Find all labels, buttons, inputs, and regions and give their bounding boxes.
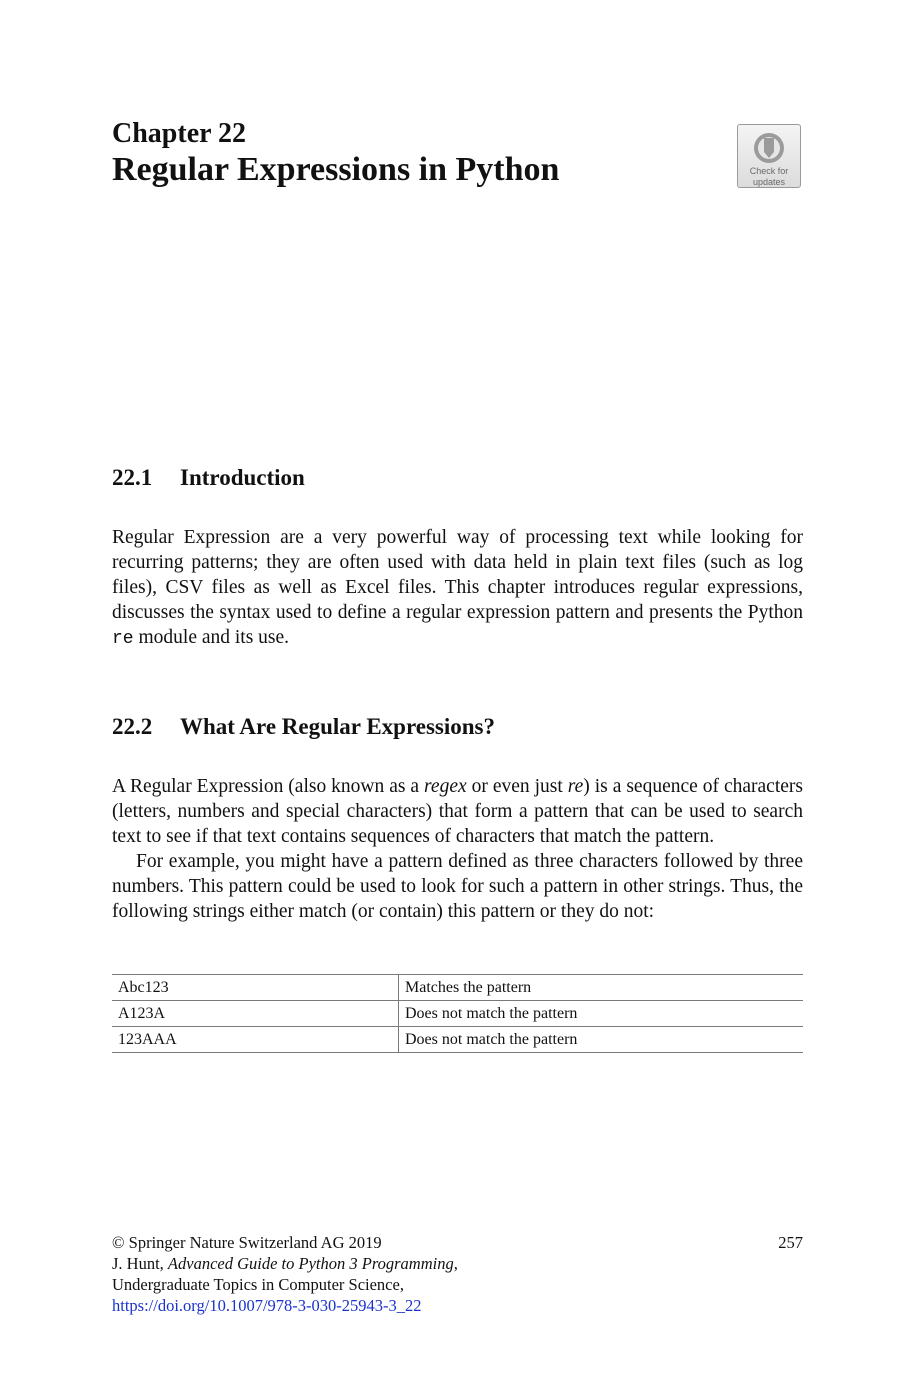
- intro-text-2: module and its use.: [133, 627, 290, 648]
- section-heading-introduction: [112, 464, 305, 492]
- chapter-label: Chapter 22: [112, 118, 247, 149]
- badge-text-line2: updates: [752, 177, 786, 187]
- section-title: Introduction: [180, 465, 305, 490]
- punct: ,: [453, 1254, 458, 1273]
- table-row: [112, 1027, 803, 1053]
- table-cell-string: 123AAA: [112, 1027, 399, 1053]
- table-cell-result: Does not match the pattern: [399, 1001, 804, 1027]
- term-regex: regex: [424, 776, 467, 797]
- table-row: [112, 975, 803, 1001]
- term-re: re: [567, 776, 584, 797]
- chapter-title: Regular Expressions in Python: [112, 151, 560, 188]
- text-run: or even just: [466, 776, 568, 797]
- introduction-paragraph: [112, 525, 803, 652]
- section-number: 22.1: [112, 465, 153, 490]
- text-run: ) is a sequence of characters (letters, numbers and special characters) that form a pattern that can be used to search text to see if that text contains sequences of characters that match the pattern.: [112, 776, 803, 847]
- table-row: [112, 1001, 803, 1027]
- section-number: 22.2: [112, 714, 153, 739]
- table-cell-string: A123A: [112, 1001, 399, 1027]
- badge-text-line1: Check for: [749, 166, 789, 176]
- regex-definition-paragraphs: [112, 774, 803, 924]
- paragraph-definition: [112, 774, 803, 849]
- text-run: A Regular Expression (also known as a: [112, 776, 425, 797]
- intro-text-1: Regular Expression are a very powerful way of processing text while looking for recurring patterns; they are often used with data held in plain text files (such as log files), CSV files as well as Excel files. This chapter introduces regular expressions, discusses the syntax used to define a regular expression pattern and presents the Python: [112, 527, 803, 623]
- doi-link[interactable]: https://doi.org/10.1007/978-3-030-25943-3_22: [112, 1296, 422, 1315]
- page-number: 257: [778, 1233, 803, 1252]
- book-title: Advanced Guide to Python 3 Programming: [167, 1254, 454, 1273]
- series: Undergraduate Topics in Computer Science,: [112, 1275, 404, 1294]
- paragraph-example: For example, you might have a pattern defined as three characters followed by three numbers. This pattern could be used to look for such a pattern in other strings. Thus, the following strings either match (or contain) this pattern or they do not:: [112, 851, 803, 922]
- author: J. Hunt,: [112, 1254, 168, 1273]
- section-heading-what-are-regex: [112, 713, 495, 741]
- inline-code: re: [112, 629, 134, 649]
- citation: [112, 1253, 803, 1274]
- footer: [112, 1232, 803, 1316]
- table-cell-string: Abc123: [112, 975, 399, 1001]
- section-title: What Are Regular Expressions?: [180, 714, 496, 739]
- crossmark-icon: [752, 131, 786, 165]
- check-for-updates-badge[interactable]: [737, 124, 801, 188]
- copyright: © Springer Nature Switzerland AG 2019: [112, 1233, 382, 1252]
- table-cell-result: Matches the pattern: [399, 975, 804, 1001]
- table-cell-result: Does not match the pattern: [399, 1027, 804, 1053]
- pattern-match-table: [112, 974, 803, 1053]
